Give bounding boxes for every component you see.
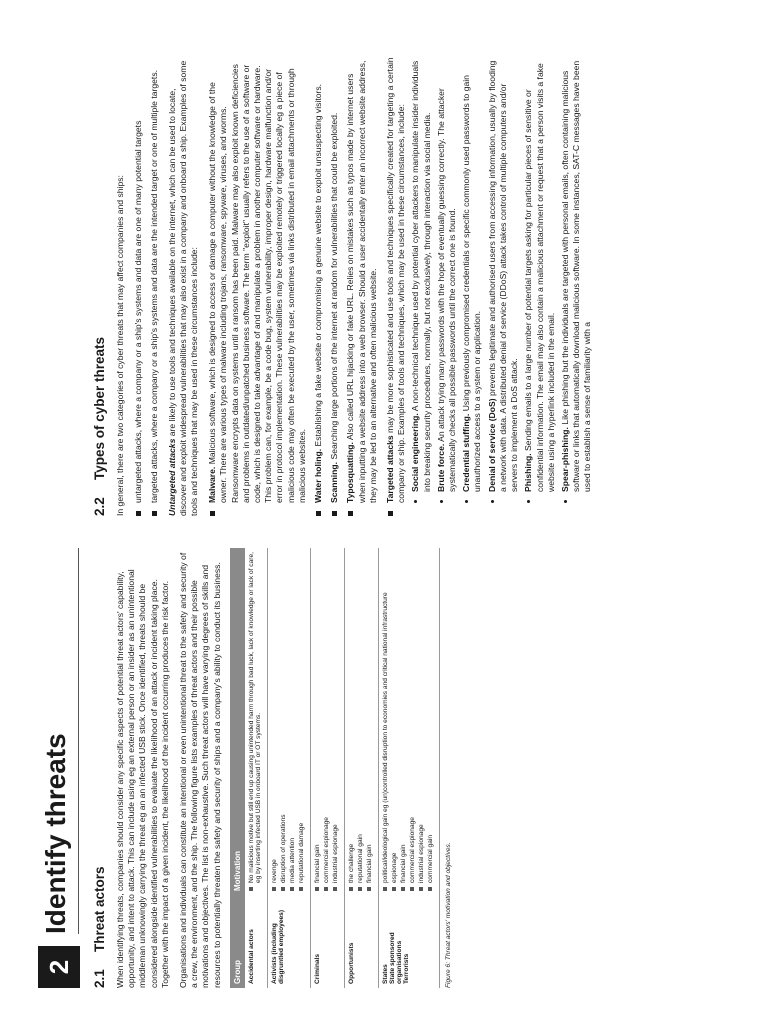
paragraph: In general, there are two categories of cyber threats that may affect companies and ships:: [115, 175, 125, 516]
list-item-content: [436, 56, 458, 492]
table-row: [310, 548, 344, 988]
threat-actors-table: [230, 548, 440, 988]
list-item-content: [487, 56, 521, 492]
motivation-text: political/ideological gain eg (un)controlled disruption to economies and critical national infrastructure: [381, 592, 389, 883]
list-item-text: prevents legitimate and authorised users from accessing information, usually by flooding a network with data. A distributed denial of service (DDoS) attack takes control of multiple computers and/or servers to implement a DoS attack.: [486, 60, 520, 492]
motivation-item: [400, 552, 407, 891]
table-header-motivation: Motivation: [230, 548, 245, 895]
group-cell: [310, 895, 344, 988]
section-title: Types of cyber threats: [92, 336, 107, 480]
list-item: [329, 56, 340, 516]
list-item-text: Establishing a fake website or compromising a genuine website to exploit unsuspecting visitors.: [313, 83, 324, 449]
motivation-item: [323, 552, 330, 891]
list-item: [436, 56, 458, 503]
list-item-text: An attack trying many passwords with the hope of eventually guessing correctly. The attacker systematically checks all possible passwords until the correct one is found.: [435, 88, 458, 492]
motivation-cell: [245, 548, 268, 895]
list-item: [523, 56, 557, 503]
paragraph: When identifying threats, companies should consider any specific aspects of potential threat actors' capability, opportunity, and intent to attack. This can include using eg an external person or an insider as an unintentional middleman unknowingly carrying the threat eg an an infected USB stick. Once identified, threats should be considered alongside identified vulnerabilities to evaluate the likelihood of an attack or incident taking place. Together with the impact of a given incident, the likelihood of the incident occurring produces the risk factor.: [115, 569, 170, 988]
round-bullet-icon: [564, 500, 567, 503]
motivation-cell: [310, 548, 344, 895]
motivation-text: financial gain: [365, 844, 373, 883]
table-row: [378, 548, 439, 988]
motivation-item: [248, 552, 262, 891]
round-bullet-icon: [465, 500, 468, 503]
motivation-text: reputational damage: [297, 822, 305, 883]
table-row: [245, 548, 268, 988]
square-bullet-icon: [290, 887, 294, 891]
table-header-group: Group: [230, 895, 245, 988]
table-row: [344, 548, 378, 988]
square-bullet-icon: [152, 511, 157, 516]
group-cell: [245, 895, 268, 988]
group-label: Criminals: [313, 953, 321, 984]
motivation-text: media attention: [288, 837, 296, 883]
motivation-text: financial gain: [399, 844, 407, 883]
motivation-item: [298, 552, 305, 891]
untargeted-techniques-list: [207, 56, 379, 516]
term: Brute force.: [435, 443, 446, 492]
square-bullet-icon: [392, 887, 396, 891]
motivation-item: [391, 552, 398, 891]
motivation-text: commercial espionage: [408, 817, 416, 883]
term: Scanning.: [329, 461, 340, 503]
motivation-item: [382, 552, 389, 891]
motivation-item: [409, 552, 416, 891]
square-bullet-icon: [428, 887, 432, 891]
square-bullet-icon: [249, 887, 253, 891]
motivation-text: revenge: [270, 859, 278, 883]
motivation-item: [357, 552, 364, 891]
motivation-text: commercial espionage: [322, 817, 330, 883]
list-item: [207, 56, 308, 516]
list-item-content: [560, 56, 594, 492]
term: Denial of service (DoS): [486, 398, 497, 492]
term: Spear-phishing.: [559, 427, 570, 492]
square-bullet-icon: [316, 511, 321, 516]
list-item-content: [345, 56, 379, 503]
chapter-title: Identify threats: [40, 733, 71, 934]
paragraph: Organisations and individuals can constitute an intentional or even unintentional threat to the safety and security of a crew, the environment, and the ship. The following figure lists examples of threat actors and their possible motivations and objectives. The list is non-exhaustive. Such threat actors will have varying degrees of skills and resources to potentially threaten the safety and security of ships and a company's ability to conduct its business.: [178, 552, 222, 988]
motivation-text: financial gain: [313, 844, 321, 883]
section-2-2-heading: [92, 56, 107, 516]
list-item-content: [207, 56, 308, 503]
term: Targeted attacks: [385, 435, 396, 503]
list-item: [560, 56, 594, 503]
motivation-cell: [267, 548, 310, 895]
motivation-item: [289, 552, 296, 891]
square-bullet-icon: [348, 511, 353, 516]
paragraph: [167, 56, 201, 516]
square-bullet-icon: [349, 887, 353, 891]
list-item: [385, 56, 596, 516]
round-bullet-icon: [527, 500, 530, 503]
section-number: 2.1: [92, 969, 107, 988]
square-bullet-icon: [324, 887, 328, 891]
motivation-item: [348, 552, 355, 891]
list-item-content: [410, 56, 432, 492]
square-bullet-icon: [299, 887, 303, 891]
list-item-text: A non-technical technique used by potential cyber attackers to manipulate insider individuals into breaking security procedures, normally, but not exclusively, through interaction via social media.: [410, 60, 432, 492]
chapter-number: 2: [38, 946, 80, 988]
square-bullet-icon: [401, 887, 405, 891]
motivation-item: [418, 552, 425, 891]
term: Malware.: [207, 466, 218, 503]
term: Social engineering.: [410, 413, 421, 492]
motivation-text: industrial espionage: [417, 824, 425, 883]
motivation-item: [427, 552, 434, 891]
figure-caption: Figure 6: Threat actors' motivation and objectives.: [444, 842, 452, 988]
list-item-text: Like phishing but the individuals are targeted with personal emails, often containing malicious software or links that automatically download malicious software. In some instances, SAT-C messages have been used to establish a sense of familiarity with a: [559, 60, 593, 492]
list-item: [461, 56, 483, 503]
list-item-text: Sending emails to a large number of potential targets asking for particular pieces of sensitive or confidential information. The email may also contain a malicious attachment or request that a person visits a fake website using a hyperlink included in the email.: [523, 63, 556, 492]
group-cell: [267, 895, 310, 988]
list-item-content: [461, 56, 483, 492]
square-bullet-icon: [383, 887, 387, 891]
list-item-content: [329, 113, 340, 503]
list-item-text: may be more sophisticated and use tools and techniques specifically created for targeting a certain company or ship. Examples of tools and techniques, which may be used in these circumstances, include:: [385, 57, 407, 503]
motivation-item: [314, 552, 321, 891]
section-2-1-heading: [92, 548, 107, 988]
list-item-text: Malicious software, which is designed to access or damage a computer without the knowledge of the owner. There are various types of malware including trojans, ransomware, spyware, viruses, and worms. Ransomware encrypts data on systems until a ransom has been paid. Malware may also exploit known deficiencies and problems in outdated/unpatched business software. The term "exploit" usually refers to the use of a software or code, which is designed to take advantage of and manipulate a problem in another computer software or hardware. This problem can, for example, be a code bug, system vulnerability, improper design, hardware malfunction and/or error in protocol implementation. These vulnerabilities may be exploited remotely or triggered locally eg a piece of malicious code may often be executed by the user, sometimes via links distributed in email attachments or through malicious websites.: [207, 64, 307, 503]
motivation-item: [271, 552, 278, 891]
list-item-text: Also called URL hijacking or fake URL. Relies on mistakes such as typos made by internet users when inputting a website address into a web browser. Should a user accidentally enter an incorrect website address, they may be led to an alternative and often malicious website.: [345, 60, 378, 503]
list-item-text: targeted attacks, where a company or a ship's systems and data are the intended target or one of multiple targets.: [149, 69, 160, 503]
term: Water holing.: [313, 448, 324, 503]
list-item-text: untargeted attacks, where a company or a ship's systems and data are one of many potential targets: [133, 120, 144, 503]
group-label: Activists (including: [270, 923, 278, 984]
motivation-text: No malicious motive but still end up causing unintended harm through bad luck, lack of knowledge or lack of care, eg by inserting infected USB in onboard IT or OT systems.: [247, 552, 262, 883]
motivation-text: the challenge: [347, 843, 355, 883]
list-item: [345, 56, 379, 516]
group-label: disgruntled employees): [277, 909, 285, 984]
round-bullet-icon: [491, 500, 494, 503]
motivation-item: [332, 552, 339, 891]
motivation-cell: [344, 548, 378, 895]
square-bullet-icon: [419, 887, 423, 891]
motivation-item: [366, 552, 373, 891]
list-item-content: [313, 84, 324, 503]
term: Credential stuffing.: [461, 413, 472, 492]
motivation-text: commercial gain: [426, 834, 434, 883]
term: Untargeted attacks: [166, 438, 177, 516]
threat-category-list: [133, 56, 160, 516]
square-bullet-icon: [281, 887, 285, 891]
square-bullet-icon: [410, 887, 414, 891]
group-label: Opportunists: [347, 942, 355, 984]
group-cell: [378, 895, 439, 988]
square-bullet-icon: [358, 887, 362, 891]
round-bullet-icon: [440, 500, 443, 503]
square-bullet-icon: [315, 887, 319, 891]
group-cell: [344, 895, 378, 988]
motivation-text: industrial espionage: [331, 824, 339, 883]
list-item-content: [523, 56, 557, 492]
square-bullet-icon: [388, 511, 393, 516]
section-title: Threat actors: [92, 866, 107, 952]
table-body: [245, 548, 440, 988]
term: Typosquatting.: [345, 442, 356, 503]
group-label: organisations: [395, 940, 403, 984]
targeted-block: [385, 56, 596, 516]
motivation-item: [280, 552, 287, 891]
square-bullet-icon: [333, 887, 337, 891]
list-item: [487, 56, 521, 503]
motivation-text: disruption of operations: [279, 814, 287, 883]
group-label: Accidental actors: [247, 929, 255, 984]
paragraph-text: are likely to use tools and techniques available on the internet, which can be used to locate, discover and exploit widespread vulnerabilities that may also exist in a company and onboard a ship. Examples of some tools and techniques that may be used in these circumstances include:: [166, 60, 200, 516]
motivation-text: reputational gain: [356, 834, 364, 883]
term: Phishing.: [523, 453, 534, 492]
group-label: States: [381, 964, 389, 984]
square-bullet-icon: [210, 511, 215, 516]
list-item: [133, 56, 144, 516]
group-label: Terrorists: [402, 953, 410, 984]
motivation-text: espionage: [390, 852, 398, 883]
targeted-techniques-list: [410, 56, 593, 503]
motivation-cell: [378, 548, 439, 895]
section-number: 2.2: [92, 497, 107, 516]
list-item-content: [385, 56, 596, 503]
round-bullet-icon: [414, 500, 417, 503]
left-column: [92, 548, 452, 988]
list-item: [313, 56, 324, 516]
list-item-text: Using previously compromised credentials or specific commonly used passwords to gain unauthorized access to a system or application.: [461, 75, 483, 492]
list-item: [149, 56, 160, 516]
square-bullet-icon: [332, 511, 337, 516]
table-row: [267, 548, 310, 988]
list-item-text: Searching large portions of the internet at random for vulnerabilities that could be exploited.: [329, 112, 340, 462]
square-bullet-icon: [136, 511, 141, 516]
right-column: [92, 56, 603, 516]
group-label: State sponsored: [388, 932, 396, 984]
square-bullet-icon: [367, 887, 371, 891]
square-bullet-icon: [272, 887, 276, 891]
chapter-rule: [78, 548, 79, 934]
list-item: [410, 56, 432, 503]
chapter-heading: [38, 548, 80, 988]
